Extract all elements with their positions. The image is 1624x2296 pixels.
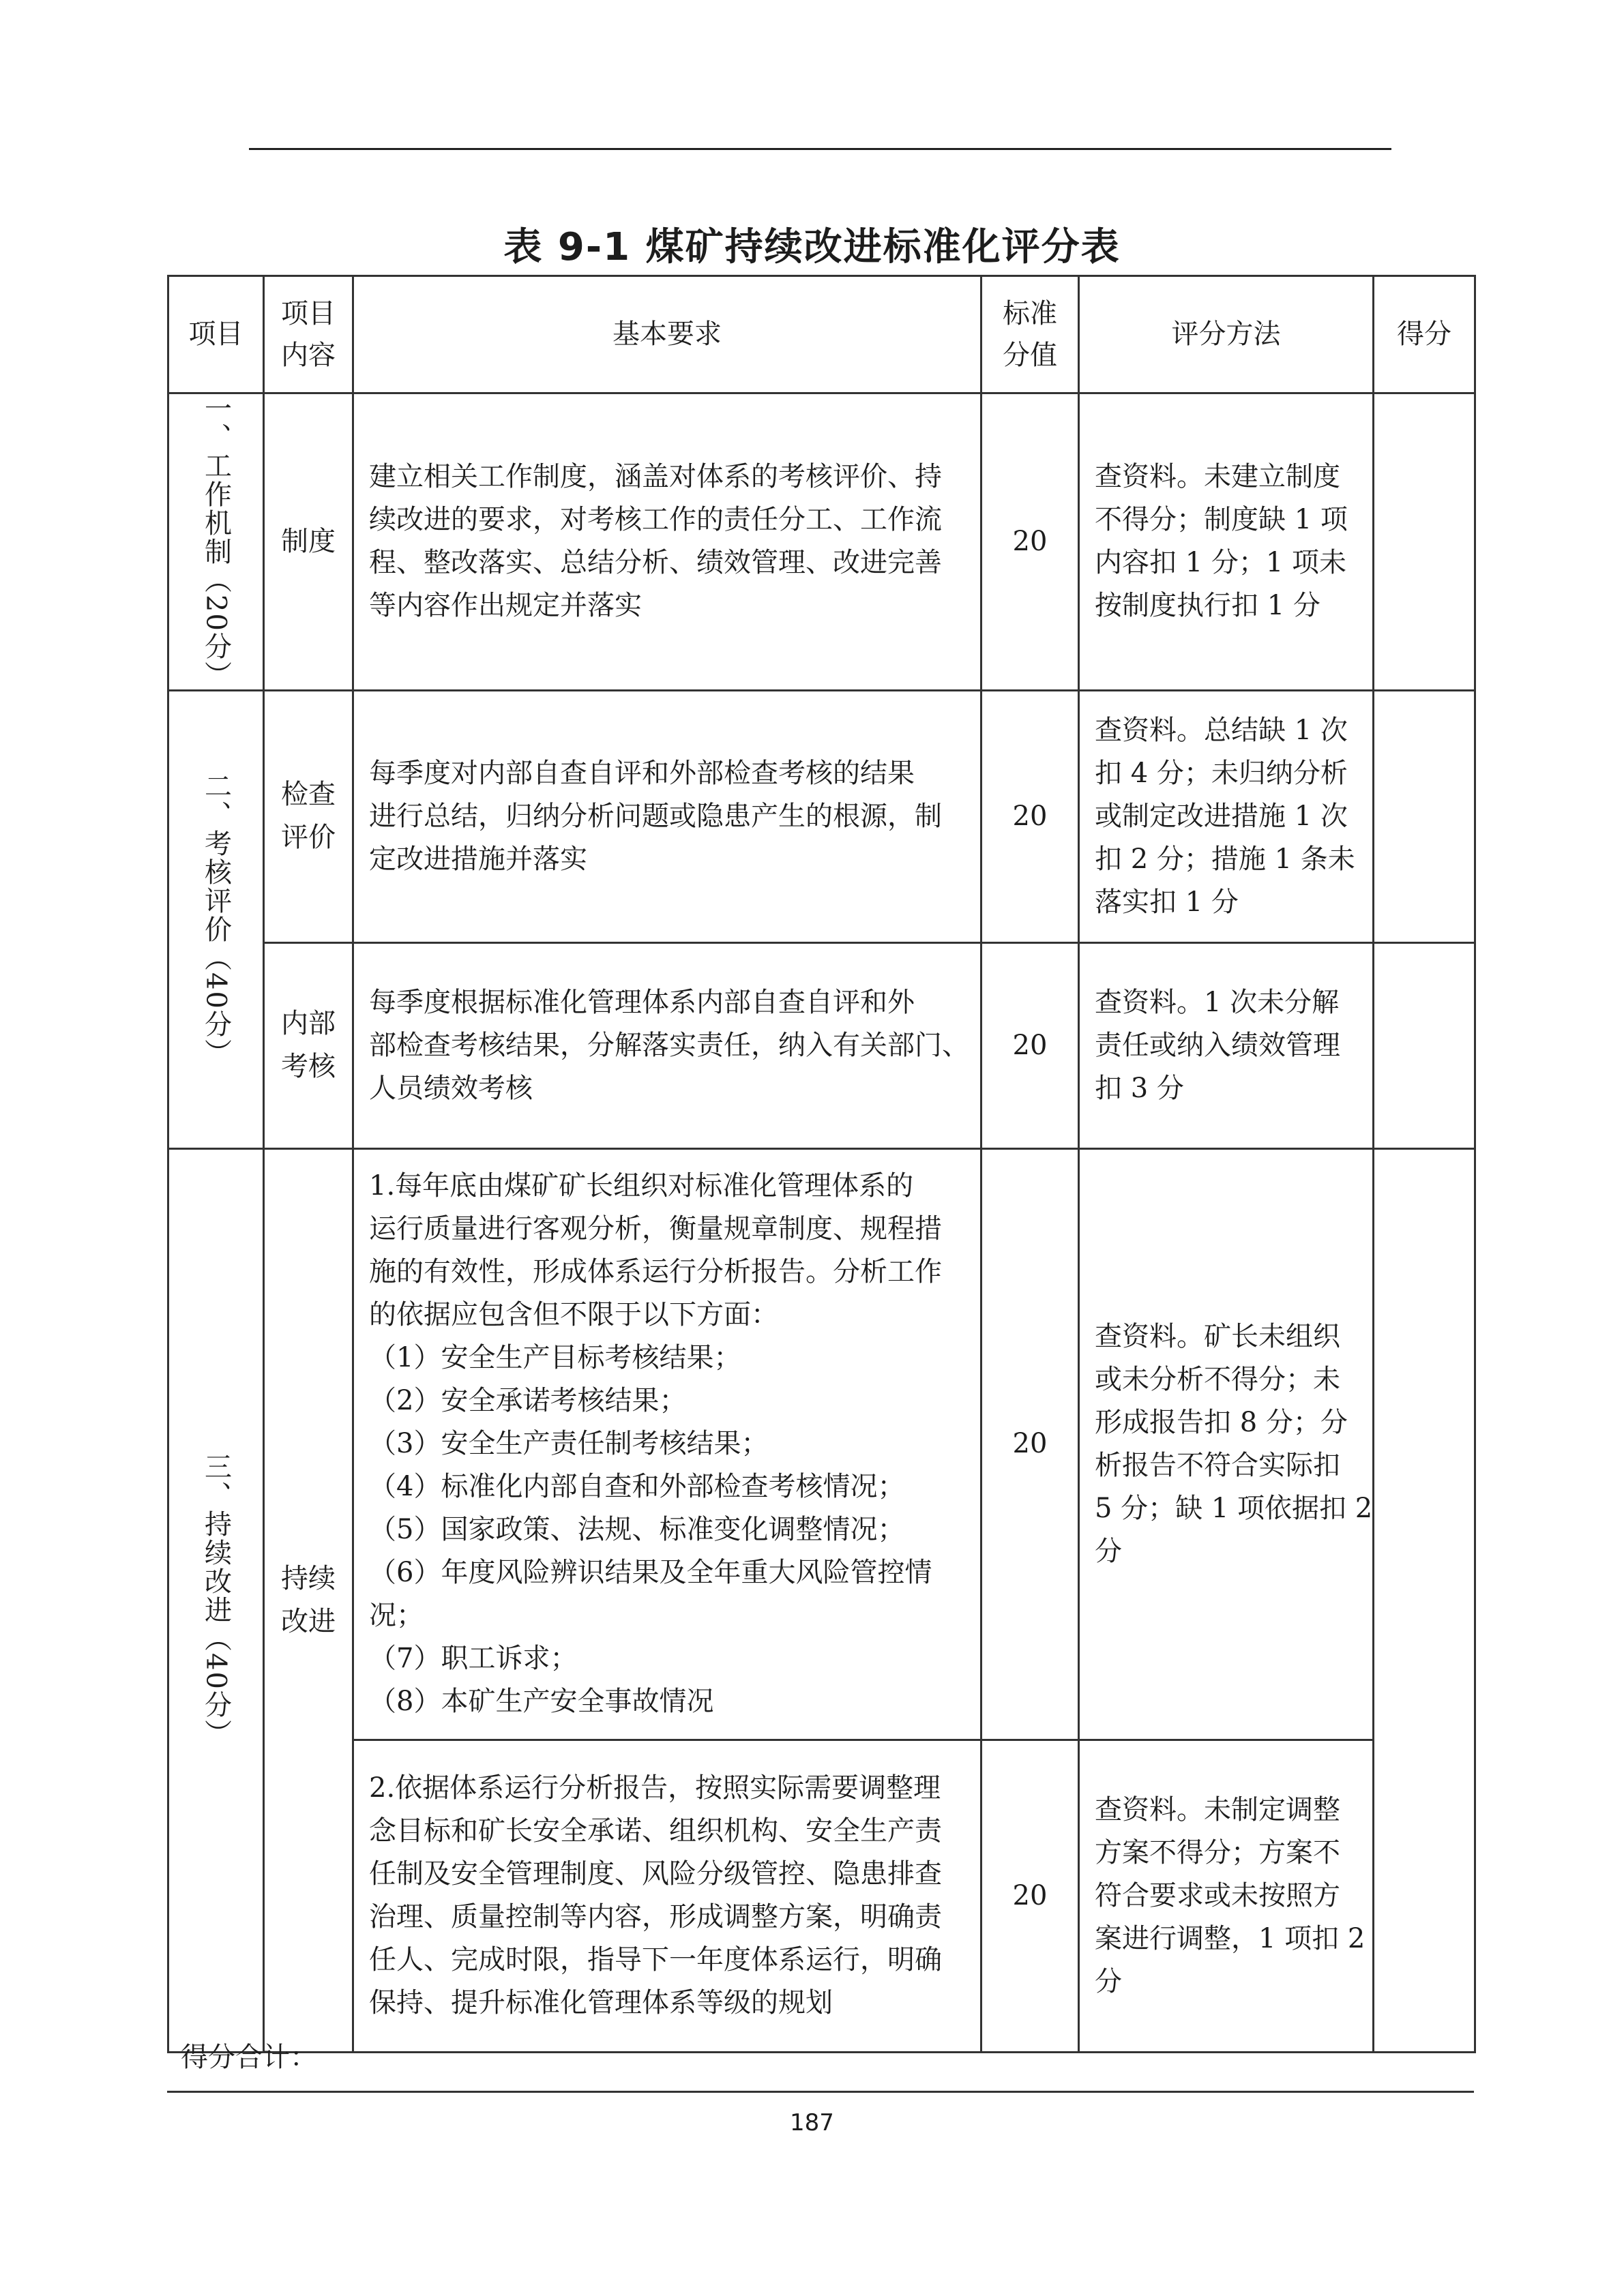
row-score [1374, 690, 1475, 942]
row-value: 20 [981, 393, 1079, 691]
header-requirement: 基本要求 [353, 276, 981, 393]
section-2-label: 二、考核评价（40分） [168, 690, 264, 1148]
total-score-label: 得分合计： [181, 2042, 317, 2073]
section-3-label: 三、持续改进（40分） [168, 1148, 264, 2052]
row-content: 制度 [264, 393, 353, 691]
row-value: 20 [981, 1740, 1079, 2052]
row-score [1374, 1148, 1475, 2052]
row-value: 20 [981, 942, 1079, 1148]
scoring-table [167, 275, 1476, 2053]
row-score [1374, 393, 1475, 691]
row-method: 查资料。矿长未组织 或未分析不得分；未 形成报告扣 8 分；分 析报告不符合实际扣 5 分；缺 1 项依据扣 2 分 [1079, 1148, 1374, 1740]
row-score [1374, 942, 1475, 1148]
table-title: 表 9-1 煤矿持续改进标准化评分表 [503, 225, 1121, 269]
row-value: 20 [981, 690, 1079, 942]
row-requirement: 每季度根据标准化管理体系内部自查自评和外 部检查考核结果，分解落实责任，纳入有关部门、 人员绩效考核 [353, 942, 981, 1148]
footer-rule [167, 2091, 1474, 2093]
row-value: 20 [981, 1148, 1079, 1740]
row-requirement: 2.依据体系运行分析报告，按照实际需要调整理 念目标和矿长安全承诺、组织机构、安全生产责 任制及安全管理制度、风险分级管控、隐患排查 治理、质量控制等内容，形成调整方案，明确责 任人、完成时限，指导下一年度体系运行，明确 保持、提升标准化管理体系等级的规划 [353, 1740, 981, 2052]
row-content: 检查 评价 [264, 690, 353, 942]
row-requirement: 1.每年底由煤矿矿长组织对标准化管理体系的 运行质量进行客观分析，衡量规章制度、规程措 施的有效性，形成体系运行分析报告。分析工作 的依据应包含但不限于以下方面： （1）安全生产目标考核结果； （2）安全承诺考核结果； （3）安全生产责任制考核结果； （4）标准化内部自查和外部检查考核情况； （5）国家政策、法规、标准变化调整情况； （6）年度风险辨识结果及全年重大风险管控情 况； （7）职工诉求； （8）本矿生产安全事故情况 [353, 1148, 981, 1740]
row-method: 查资料。未建立制度 不得分；制度缺 1 项 内容扣 1 分；1 项未 按制度执行扣 1 分 [1079, 393, 1374, 691]
row-content: 持续 改进 [264, 1148, 353, 2052]
row-requirement: 每季度对内部自查自评和外部检查考核的结果 进行总结，归纳分析问题或隐患产生的根源，制 定改进措施并落实 [353, 690, 981, 942]
section-1-label: 一、工作机制（20分） [168, 393, 264, 691]
header-item: 项目 [168, 276, 264, 393]
table-row [168, 942, 1475, 1148]
table-row [168, 690, 1475, 942]
row-method: 查资料。未制定调整 方案不得分；方案不 符合要求或未按照方 案进行调整，1 项扣 2 分 [1079, 1740, 1374, 2052]
header-rule [249, 148, 1391, 150]
header-value: 标准 分值 [981, 276, 1079, 393]
table-header-row [168, 276, 1475, 393]
table-row [168, 393, 1475, 691]
row-content: 内部 考核 [264, 942, 353, 1148]
header-method: 评分方法 [1079, 276, 1374, 393]
table-row [168, 1148, 1475, 1740]
page-number: 187 [790, 2109, 834, 2136]
table-row [168, 1740, 1475, 2052]
row-method: 查资料。1 次未分解 责任或纳入绩效管理 扣 3 分 [1079, 942, 1374, 1148]
header-score: 得分 [1374, 276, 1475, 393]
header-content: 项目 内容 [264, 276, 353, 393]
row-requirement: 建立相关工作制度，涵盖对体系的考核评价、持 续改进的要求，对考核工作的责任分工、工作流 程、整改落实、总结分析、绩效管理、改进完善 等内容作出规定并落实 [353, 393, 981, 691]
row-method: 查资料。总结缺 1 次 扣 4 分；未归纳分析 或制定改进措施 1 次 扣 2 分；措施 1 条未 落实扣 1 分 [1079, 690, 1374, 942]
